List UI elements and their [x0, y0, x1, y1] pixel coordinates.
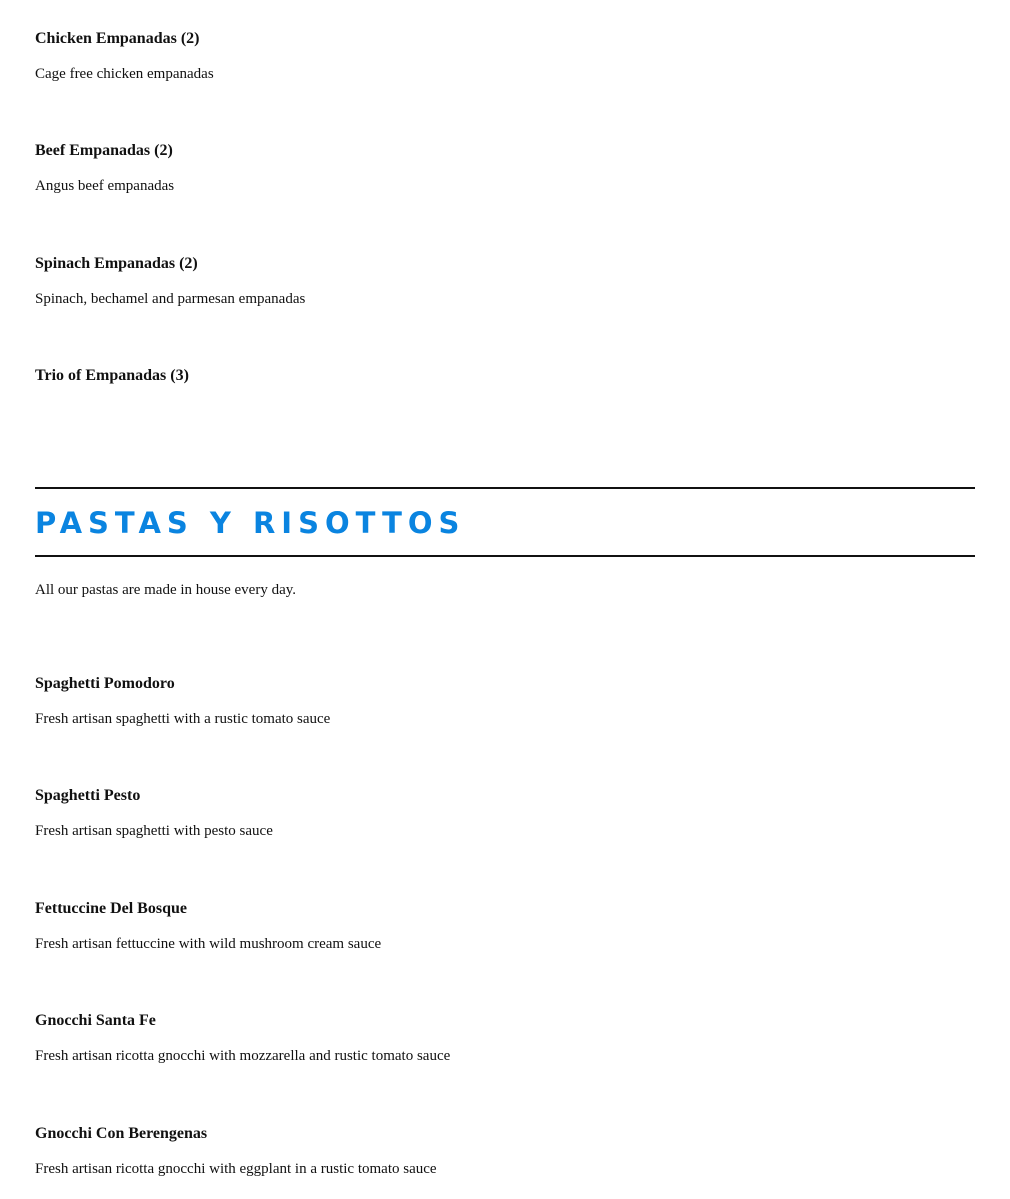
menu-item-name: Spaghetti Pomodoro	[35, 675, 175, 692]
menu-item-description: Fresh artisan spaghetti with a rustic tomato sauce	[35, 711, 331, 727]
menu-item-description: Fresh artisan ricotta gnocchi with mozzarella and rustic tomato sauce	[35, 1048, 451, 1064]
menu-item	[35, 254, 975, 309]
menu-item	[35, 141, 975, 196]
menu-item	[35, 786, 975, 841]
menu-item-name: Beef Empanadas (2)	[35, 142, 173, 159]
menu-item-name: Gnocchi Santa Fe	[35, 1012, 156, 1029]
menu-item-name: Fettuccine Del Bosque	[35, 900, 187, 917]
menu-item	[35, 1124, 975, 1179]
menu-item	[35, 366, 975, 401]
menu-item-description: Angus beef empanadas	[35, 178, 175, 194]
menu-item-description: Spinach, bechamel and parmesan empanadas	[35, 291, 306, 307]
menu-item-name: Gnocchi Con Berengenas	[35, 1125, 208, 1142]
menu-item-description: Fresh artisan spaghetti with pesto sauce	[35, 823, 273, 839]
section-divider-bottom	[35, 555, 975, 557]
menu-item-name: Chicken Empanadas (2)	[35, 30, 200, 47]
menu-item	[35, 29, 975, 84]
menu-item-description: Fresh artisan fettuccine with wild mushroom cream sauce	[35, 936, 382, 952]
menu-item-name: Spinach Empanadas (2)	[35, 255, 198, 272]
section-intro: All our pastas are made in house every day.	[35, 582, 297, 598]
section-title: PASTAS Y RISOTTOS	[35, 506, 466, 540]
menu-item	[35, 899, 975, 954]
menu-item-description: Cage free chicken empanadas	[35, 66, 214, 82]
menu-item	[35, 1011, 975, 1066]
menu-item-description: Fresh artisan ricotta gnocchi with eggplant in a rustic tomato sauce	[35, 1161, 437, 1177]
menu-item-name: Trio of Empanadas (3)	[35, 367, 189, 384]
menu-item	[35, 674, 975, 729]
menu-item-name: Spaghetti Pesto	[35, 787, 141, 804]
section-divider-top	[35, 487, 975, 489]
